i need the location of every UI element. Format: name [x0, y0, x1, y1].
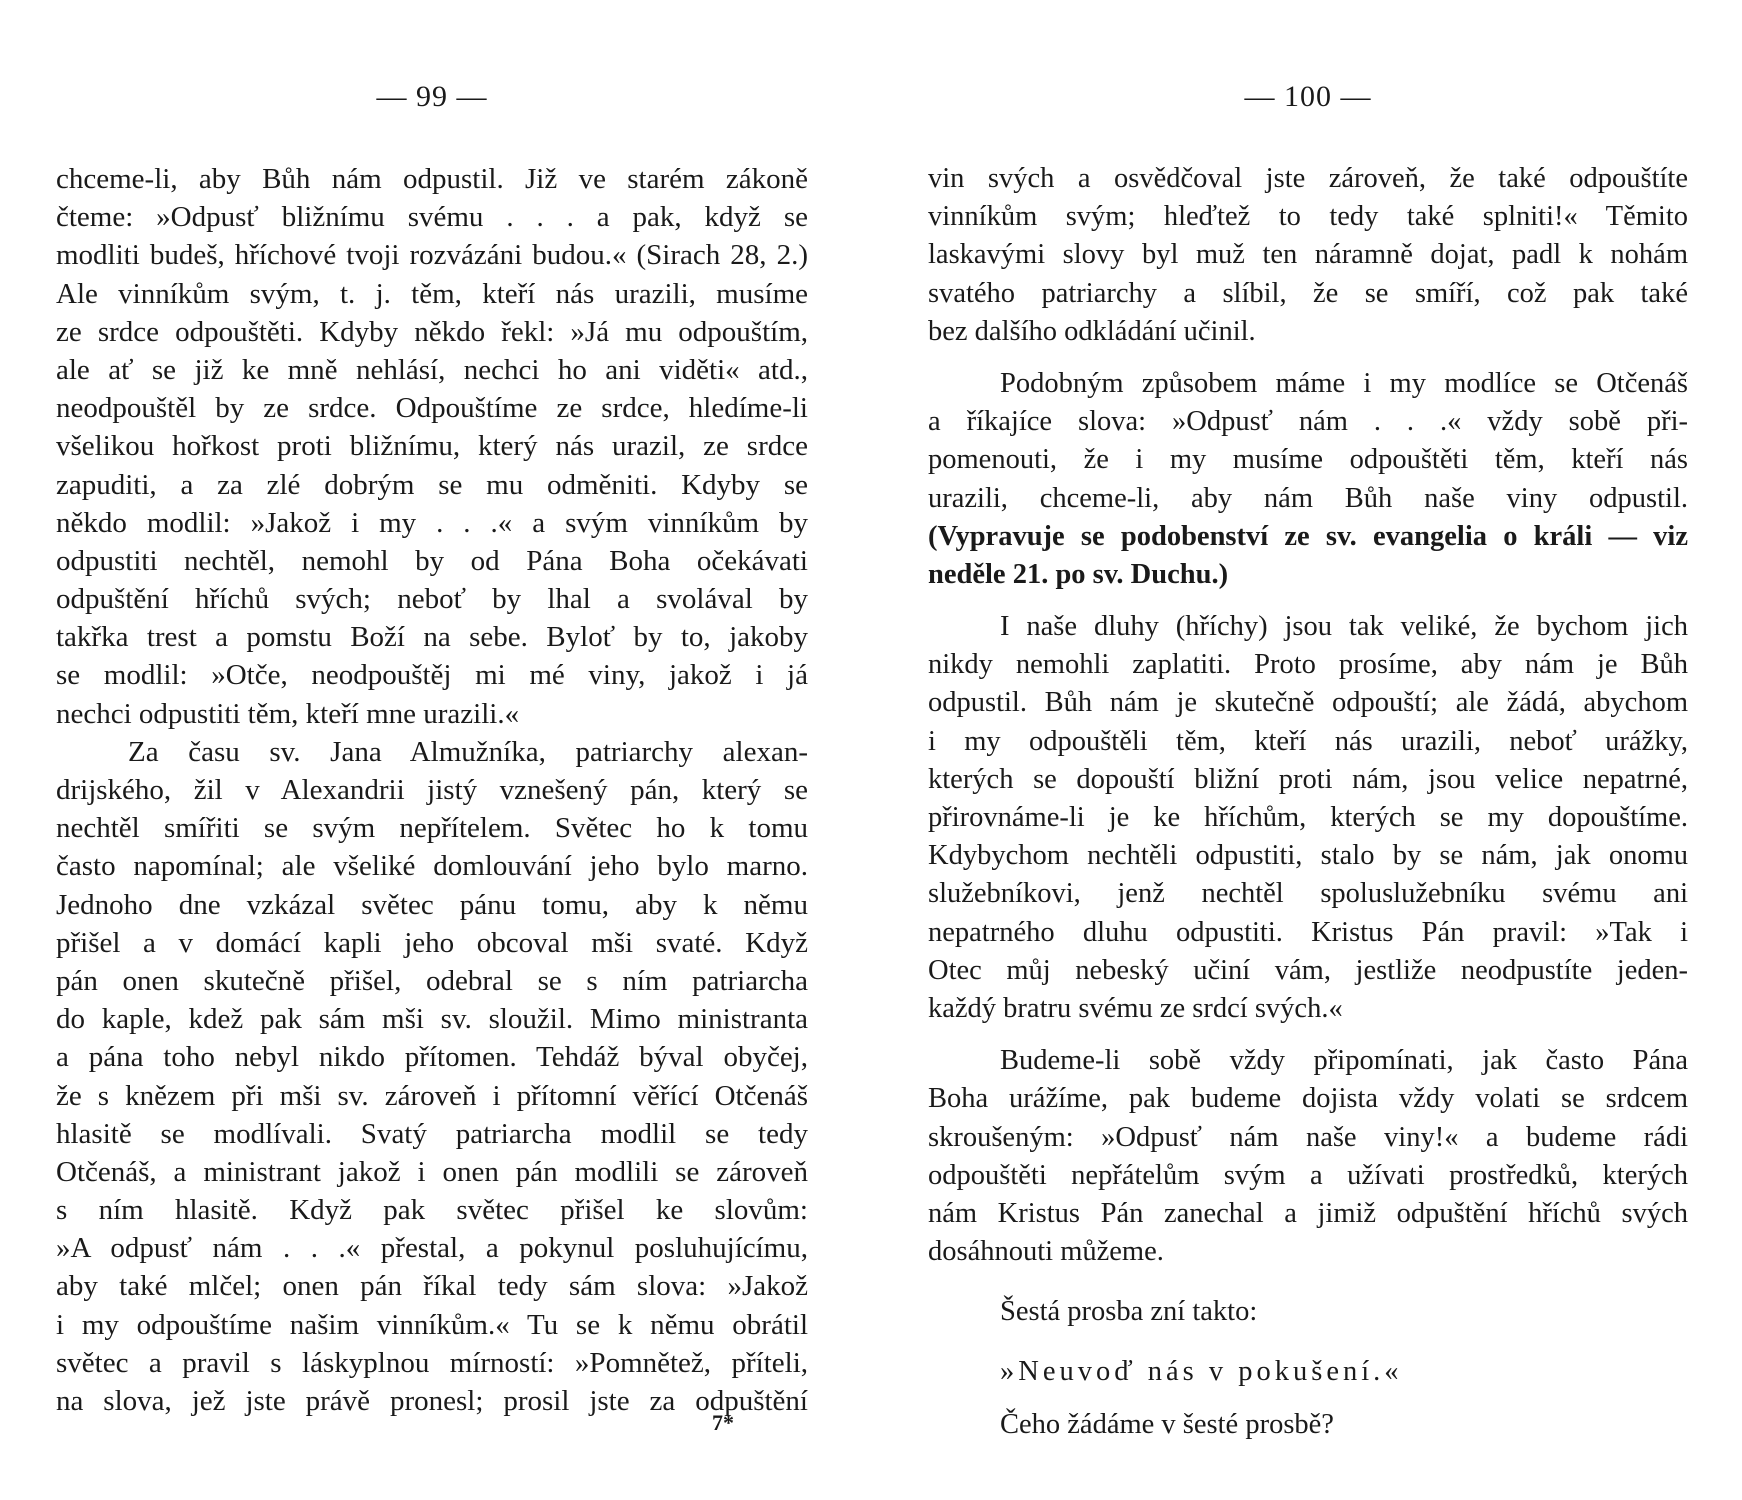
text-line: »A odpusť nám . . .« přestal, a pokynul posluhujícímu,: [56, 1232, 808, 1265]
text-line: skroušeným: »Odpusť nám naše viny!« a budeme rádi: [928, 1121, 1688, 1153]
text-line: Jednoho dne vzkázal světec pánu tomu, aby k němu: [56, 888, 808, 921]
text-line: pomenouti, že i my musíme odpouštěti těm, kteří nás: [928, 444, 1688, 476]
text-line: čteme: »Odpusť bližnímu svému . . . a pak, když se: [56, 201, 808, 234]
text-line: a pána toho nebyl nikdo přítomen. Tehdáž býval obyčej,: [56, 1041, 808, 1074]
text-line: odpustil. Bůh nám je skutečně odpouští; ale žádá, abychom: [928, 687, 1688, 719]
signature-mark: 7*: [712, 1410, 734, 1435]
text-line: nechci odpustiti těm, kteří mne urazili.«: [56, 697, 520, 730]
text-line: neodpouštěl by ze srdce. Odpouštíme ze srdce, hledíme-li: [56, 392, 808, 425]
text-line: na slova, jež jste právě pronesl; prosil jste za odpuštění: [56, 1385, 808, 1417]
text-line: pán onen skutečně přišel, odebral se s ním patriarcha: [56, 964, 808, 997]
text-line: a říkajíce slova: »Odpusť nám . . .« vždy sobě při-: [928, 406, 1688, 438]
text-line: kterých se dopouští bližní proti nám, jsou velice nepatrné,: [928, 763, 1688, 795]
text-line: služebníkovi, jenž nechtěl spoluslužebníku svému ani: [928, 878, 1688, 910]
text-line: vin svých a osvědčoval jste zároveň, že také odpouštíte: [928, 163, 1688, 194]
text-line: s ním hlasitě. Když pak světec přišel ke slovům:: [56, 1194, 808, 1227]
text-line: odpuštění hříchů svých; neboť by lhal a svolával by: [56, 583, 808, 616]
page-number-right: — 100 —: [1244, 80, 1372, 113]
text-line: Kdybychom nechtěli odpustiti, stalo by se nám, jak onomu: [928, 840, 1688, 872]
text-line: světec a pravil s láskyplnou mírností: »Pomnětež, příteli,: [56, 1346, 808, 1379]
text-line: nechtěl smířiti se svým nepřítelem. Světec ho k tomu: [56, 812, 808, 845]
text-line: i my odpouštěli těm, kteří nás urazili, neboť urážky,: [928, 725, 1688, 757]
text-line: »Neuvoď nás v pokušení.«: [1000, 1356, 1403, 1388]
text-line: Budeme-li sobě vždy připomínati, jak často Pána: [1000, 1045, 1688, 1077]
text-line: takřka trest a pomstu Boží na sebe. Byloť by to, jakoby: [56, 621, 808, 654]
text-line: někdo modlil: »Jakož i my . . .« a svým vinníkům by: [56, 506, 808, 539]
text-line: Otec můj nebeský učiní vám, jestliže neodpustíte jeden-: [928, 954, 1688, 986]
text-line: všelikou hořkost proti bližnímu, který nás urazil, ze srdce: [56, 430, 808, 463]
text-line: laskavými slovy byl muž ten náramně dojat, padl k nohám: [928, 239, 1688, 271]
text-line: se modlil: »Otče, neodpouštěj mi mé viny, jakož i já: [56, 659, 808, 692]
text-line: nikdy nemohli zaplatiti. Proto prosíme, aby nám je Bůh: [928, 649, 1688, 681]
text-line: že s knězem při mši sv. zároveň i přítomní věřící Otčenáš: [56, 1079, 808, 1112]
text-line: Otčenáš, a ministrant jakož i onen pán modlili se zároveň: [56, 1155, 808, 1188]
text-line: odpustiti nechtěl, nemohl by od Pána Boha očekávati: [56, 544, 808, 577]
text-line: Podobným způsobem máme i my modlíce se Otčenáš: [1000, 367, 1688, 399]
text-line: Za času sv. Jana Almužníka, patriarchy alexan-: [128, 735, 808, 768]
text-line: I naše dluhy (hříchy) jsou tak veliké, že bychom jich: [1000, 611, 1688, 643]
left-page: [56, 0, 808, 1500]
page-number-left: — 99 —: [376, 80, 488, 113]
text-line: ze srdce odpouštěti. Kdyby někdo řekl: »Já mu odpouštím,: [56, 315, 808, 348]
text-line: nepatrného dluhu odpustiti. Kristus Pán pravil: »Tak i: [928, 916, 1688, 948]
text-line: chceme-li, aby Bůh nám odpustil. Již ve starém zákoně: [56, 163, 808, 195]
text-line: zapuditi, a za zlé dobrým se mu odměniti. Kdyby se: [56, 468, 808, 501]
text-line: nám Kristus Pán zanechal a jimiž odpuštění hříchů svých: [928, 1197, 1688, 1229]
text-line: drijského, žil v Alexandrii jistý vznešený pán, který se: [56, 774, 808, 806]
text-line: i my odpouštíme našim vinníkům.« Tu se k němu obrátil: [56, 1308, 808, 1341]
text-line: přišel a v domácí kapli jeho obcoval mši svaté. Když: [56, 926, 808, 959]
right-page-text: [928, 160, 1688, 1444]
text-line: urazili, chceme-li, aby nám Bůh naše viny odpustil.: [928, 482, 1688, 514]
text-line: Šestá prosba zní takto:: [1000, 1296, 1258, 1328]
left-page-text: [56, 160, 808, 1420]
text-line: svatého patriarchy a slíbil, že se smíří, což pak také: [928, 277, 1688, 309]
text-line: vinníkům svým; hleďtež to tedy také splniti!« Těmito: [928, 201, 1688, 233]
text-line: (Vypravuje se podobenství ze sv. evangelia o králi — viz: [928, 520, 1688, 552]
text-line: hlasitě se modlívali. Svatý patriarcha modlil se tedy: [56, 1117, 808, 1150]
text-line: neděle 21. po sv. Duchu.): [928, 558, 1229, 590]
text-line: často napomínal; ale všeliké domlouvání jeho bylo marno.: [56, 850, 808, 883]
text-line: dosáhnouti můžeme.: [928, 1236, 1164, 1268]
text-line: modliti budeš, hříchové tvoji rozvázáni budou.« (Sirach 28, 2.): [56, 239, 808, 272]
text-line: Ale vinníkům svým, t. j. těm, kteří nás urazili, musíme: [56, 277, 808, 310]
text-line: Čeho žádáme v šesté prosbě?: [1000, 1408, 1334, 1440]
text-line: přirovnáme-li je ke hříchům, kterých se my dopouštíme.: [928, 802, 1688, 833]
text-line: každý bratru svému ze srdcí svých.«: [928, 992, 1343, 1024]
text-line: bez dalšího odkládání učinil.: [928, 315, 1256, 347]
text-line: Boha urážíme, pak budeme dojista vždy volati se srdcem: [928, 1083, 1688, 1115]
text-line: aby také mlčel; onen pán říkal tedy sám slova: »Jakož: [56, 1270, 808, 1303]
right-page: [928, 0, 1688, 1500]
text-line: odpouštěti nepřátelům svým a užívati prostředků, kterých: [928, 1159, 1688, 1191]
text-line: do kaple, kdež pak sám mši sv. sloužil. Mimo ministranta: [56, 1003, 808, 1036]
text-line: ale ať se již ke mně nehlásí, nechci ho ani viděti« atd.,: [56, 353, 808, 386]
